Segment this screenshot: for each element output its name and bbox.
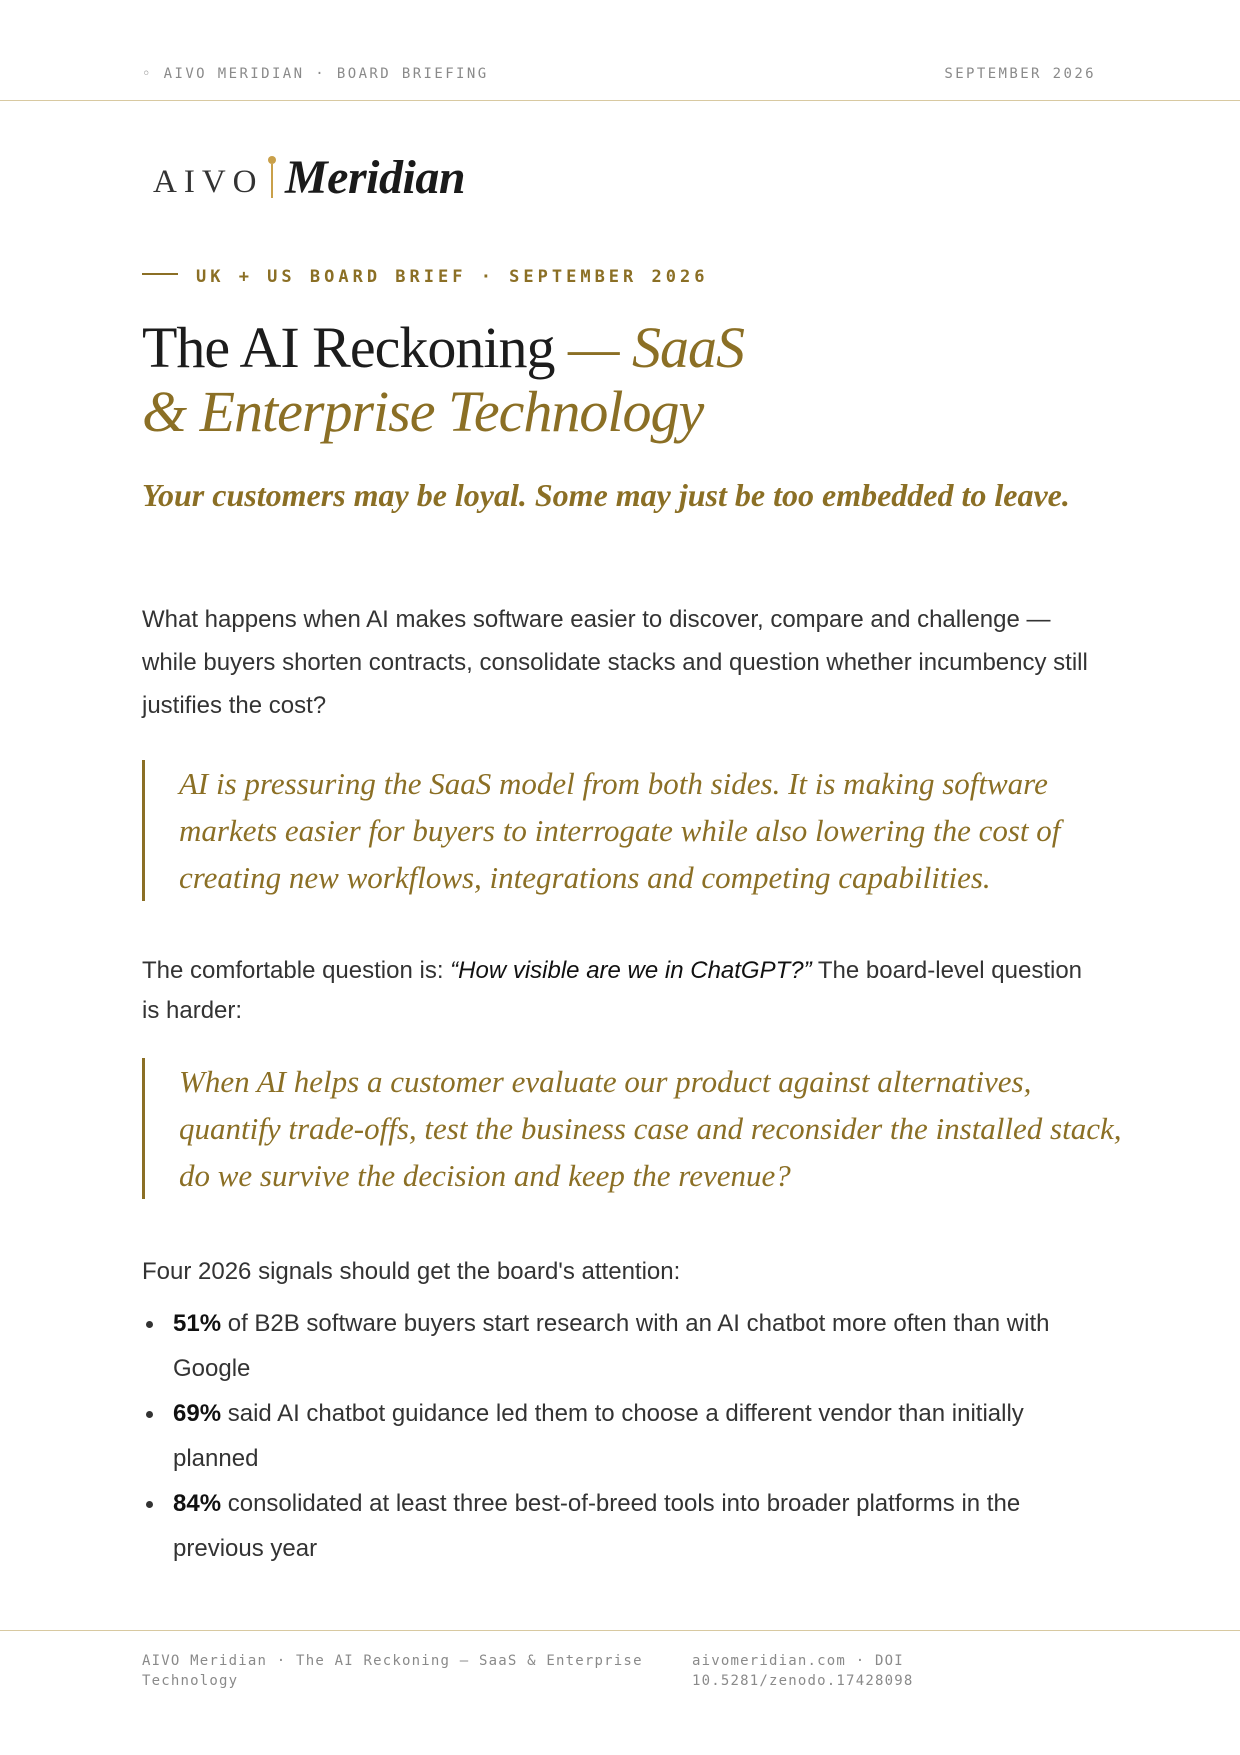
footer-left: AIVO Meridian · The AI Reckoning — SaaS & Enterprise Technology <box>142 1653 643 1689</box>
logo-dot-icon <box>268 156 276 164</box>
brand-logo <box>153 150 493 210</box>
list-item <box>142 1391 1102 1481</box>
pull-quote-2: When AI helps a customer evaluate our product against alternatives, quantify trade-offs, test the business case and reconsider the installed stack, do we survive the decision and keep the revenue? <box>142 1058 1139 1199</box>
logo-wordmark-aivo: AIVO <box>153 164 264 200</box>
page-footer <box>0 1630 1240 1755</box>
kicker <box>142 267 708 287</box>
question-paragraph <box>142 951 1102 1031</box>
footer-right: aivomeridian.com · DOI 10.5281/zenodo.17428098 <box>692 1653 914 1689</box>
signal-stat: 51% <box>173 1310 222 1337</box>
signals-list <box>142 1301 1102 1571</box>
question-before: The comfortable question is: <box>142 957 451 984</box>
kicker-rule <box>142 273 178 275</box>
intro-paragraph: What happens when AI makes software easier to discover, compare and challenge — while buyers shorten contracts, consolidate stacks and question whether incumbency still justifies the cost? <box>142 606 1088 719</box>
logo-divider <box>271 164 273 198</box>
title-accent-line1: — SaaS <box>554 315 745 380</box>
signal-text: said AI chatbot guidance led them to choose a different vendor than initially planned <box>173 1400 1024 1472</box>
page-header <box>0 0 1240 101</box>
header-left-label: ◦ AIVO MERIDIAN · BOARD BRIEFING <box>142 66 489 82</box>
list-item <box>142 1481 1102 1571</box>
signal-stat: 84% <box>173 1490 222 1517</box>
question-quoted: “How visible are we in ChatGPT?” <box>450 957 812 984</box>
signal-text: consolidated at least three best-of-breed tools into broader platforms in the previous year <box>173 1490 1021 1562</box>
kicker-text: UK + US BOARD BRIEF · SEPTEMBER 2026 <box>196 267 709 287</box>
question-after: The board-level question is harder: <box>142 957 1083 1024</box>
title-accent-line2: & Enterprise Technology <box>142 379 704 444</box>
list-item <box>142 1301 1102 1391</box>
logo-wordmark-meridian: Meridian <box>285 151 466 204</box>
signals-intro: Four 2026 signals should get the board's attention: <box>142 1258 681 1285</box>
header-date: SEPTEMBER 2026 <box>944 66 1096 82</box>
pull-quote-1: AI is pressuring the SaaS model from both sides. It is making software markets easier for buyers to interrogate while also lowering the cost of creating new workflows, integrations and competing capabilities. <box>142 760 1139 901</box>
signal-text: of B2B software buyers start research with an AI chatbot more often than with Google <box>173 1310 1050 1382</box>
page-title <box>142 316 1042 444</box>
subtitle: Your customers may be loyal. Some may just be too embedded to leave. <box>142 477 1070 513</box>
title-main: The AI Reckoning <box>142 315 555 380</box>
signal-stat: 69% <box>173 1400 222 1427</box>
